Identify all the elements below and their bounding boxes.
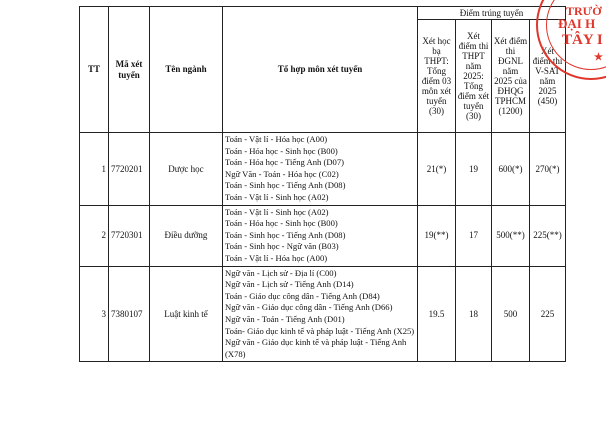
combo-item: Toán - Sinh học - Tiếng Anh (D08) <box>225 229 346 240</box>
seal-text-line3: TÂY I <box>562 32 603 48</box>
row-major: Dược học <box>150 133 223 206</box>
score-dgnl: 500 <box>492 266 530 362</box>
admission-score-table <box>79 6 566 362</box>
header-vsat: Xét điểm thi V-SAT năm 2025 (450) <box>530 20 566 133</box>
combo-item: Ngữ văn - Giáo dục công dân - Tiếng Anh (D66) <box>225 302 393 313</box>
score-thpt: 19 <box>456 133 492 206</box>
combo-item: Toán- Giáo dục kinh tế và pháp luật - Tiếng Anh (X25) <box>225 325 415 336</box>
combo-item: Toán - Sinh học - Ngữ văn (B03) <box>225 241 339 252</box>
row-combos <box>223 133 418 206</box>
header-scores-group: Điểm trúng tuyển <box>418 7 566 20</box>
row-tt: 3 <box>80 266 109 362</box>
header-code: Mã xét tuyển <box>109 7 150 133</box>
seal-text-line2: ĐẠI H <box>558 16 596 31</box>
seal-text-line1: TRƯỜ <box>566 4 602 18</box>
table-row <box>80 205 566 266</box>
combo-item: Toán - Hóa học - Sinh học (B00) <box>225 145 338 156</box>
row-combos <box>223 205 418 266</box>
header-hocba: Xét học bạ THPT: Tổng điểm 03 môn xét tuyển (30) <box>418 20 456 133</box>
header-dgnl: Xét điểm thi ĐGNL năm 2025 của ĐHQG TPHCM (1200) <box>492 20 530 133</box>
row-combos <box>223 266 418 362</box>
row-code: 7720201 <box>109 133 150 206</box>
combo-item: Toán - Sinh học - Tiếng Anh (D08) <box>225 180 346 191</box>
score-vsat: 270(*) <box>530 133 566 206</box>
header-tt: TT <box>80 7 109 133</box>
combo-item: Toán - Vật lí - Sinh học (A02) <box>225 206 329 217</box>
row-major: Luật kinh tế <box>150 266 223 362</box>
combo-item: Toán - Hóa học - Tiếng Anh (D07) <box>225 157 344 168</box>
score-thpt: 17 <box>456 205 492 266</box>
seal-star-icon: ★ <box>594 52 603 63</box>
row-code: 7380107 <box>109 266 150 362</box>
row-major: Điều dưỡng <box>150 205 223 266</box>
score-dgnl: 600(*) <box>492 133 530 206</box>
score-thpt: 18 <box>456 266 492 362</box>
table-row <box>80 133 566 206</box>
header-major: Tên ngành <box>150 7 223 133</box>
combo-item: Toán - Vật lí - Hóa học (A00) <box>225 134 328 144</box>
score-hocba: 19(**) <box>418 205 456 266</box>
combo-item: Ngữ văn - Lịch sử - Địa lí (C00) <box>225 267 337 278</box>
combo-item: Toán - Hóa học - Sinh học (B00) <box>225 218 338 229</box>
combo-item: Ngữ văn - Lịch sử - Tiếng Anh (D14) <box>225 279 354 290</box>
row-code: 7720301 <box>109 205 150 266</box>
table-row <box>80 266 566 362</box>
combo-item: Ngữ văn - Giáo dục kinh tế và pháp luật - Tiếng Anh (X78) <box>225 337 407 359</box>
combo-item: Toán - Giáo dục công dân - Tiếng Anh (D84) <box>225 290 380 301</box>
header-thpt: Xét điểm thi THPT năm 2025: Tổng điểm xét tuyển (30) <box>456 20 492 133</box>
combo-item: Ngữ Văn - Toán - Hóa học (C02) <box>225 168 339 179</box>
score-hocba: 19.5 <box>418 266 456 362</box>
score-dgnl: 500(**) <box>492 205 530 266</box>
combo-item: Toán - Vật lí - Sinh học (A02) <box>225 191 329 202</box>
score-vsat: 225(**) <box>530 205 566 266</box>
score-vsat: 225 <box>530 266 566 362</box>
row-tt: 1 <box>80 133 109 206</box>
row-tt: 2 <box>80 205 109 266</box>
cut-off-top-text <box>48 0 468 4</box>
combo-item: Ngữ văn - Toán - Tiếng Anh (D01) <box>225 313 345 324</box>
combo-item: Toán - Vật lí - Hóa học (A00) <box>225 252 328 263</box>
header-combos: Tổ hợp môn xét tuyển <box>223 7 418 133</box>
score-hocba: 21(*) <box>418 133 456 206</box>
